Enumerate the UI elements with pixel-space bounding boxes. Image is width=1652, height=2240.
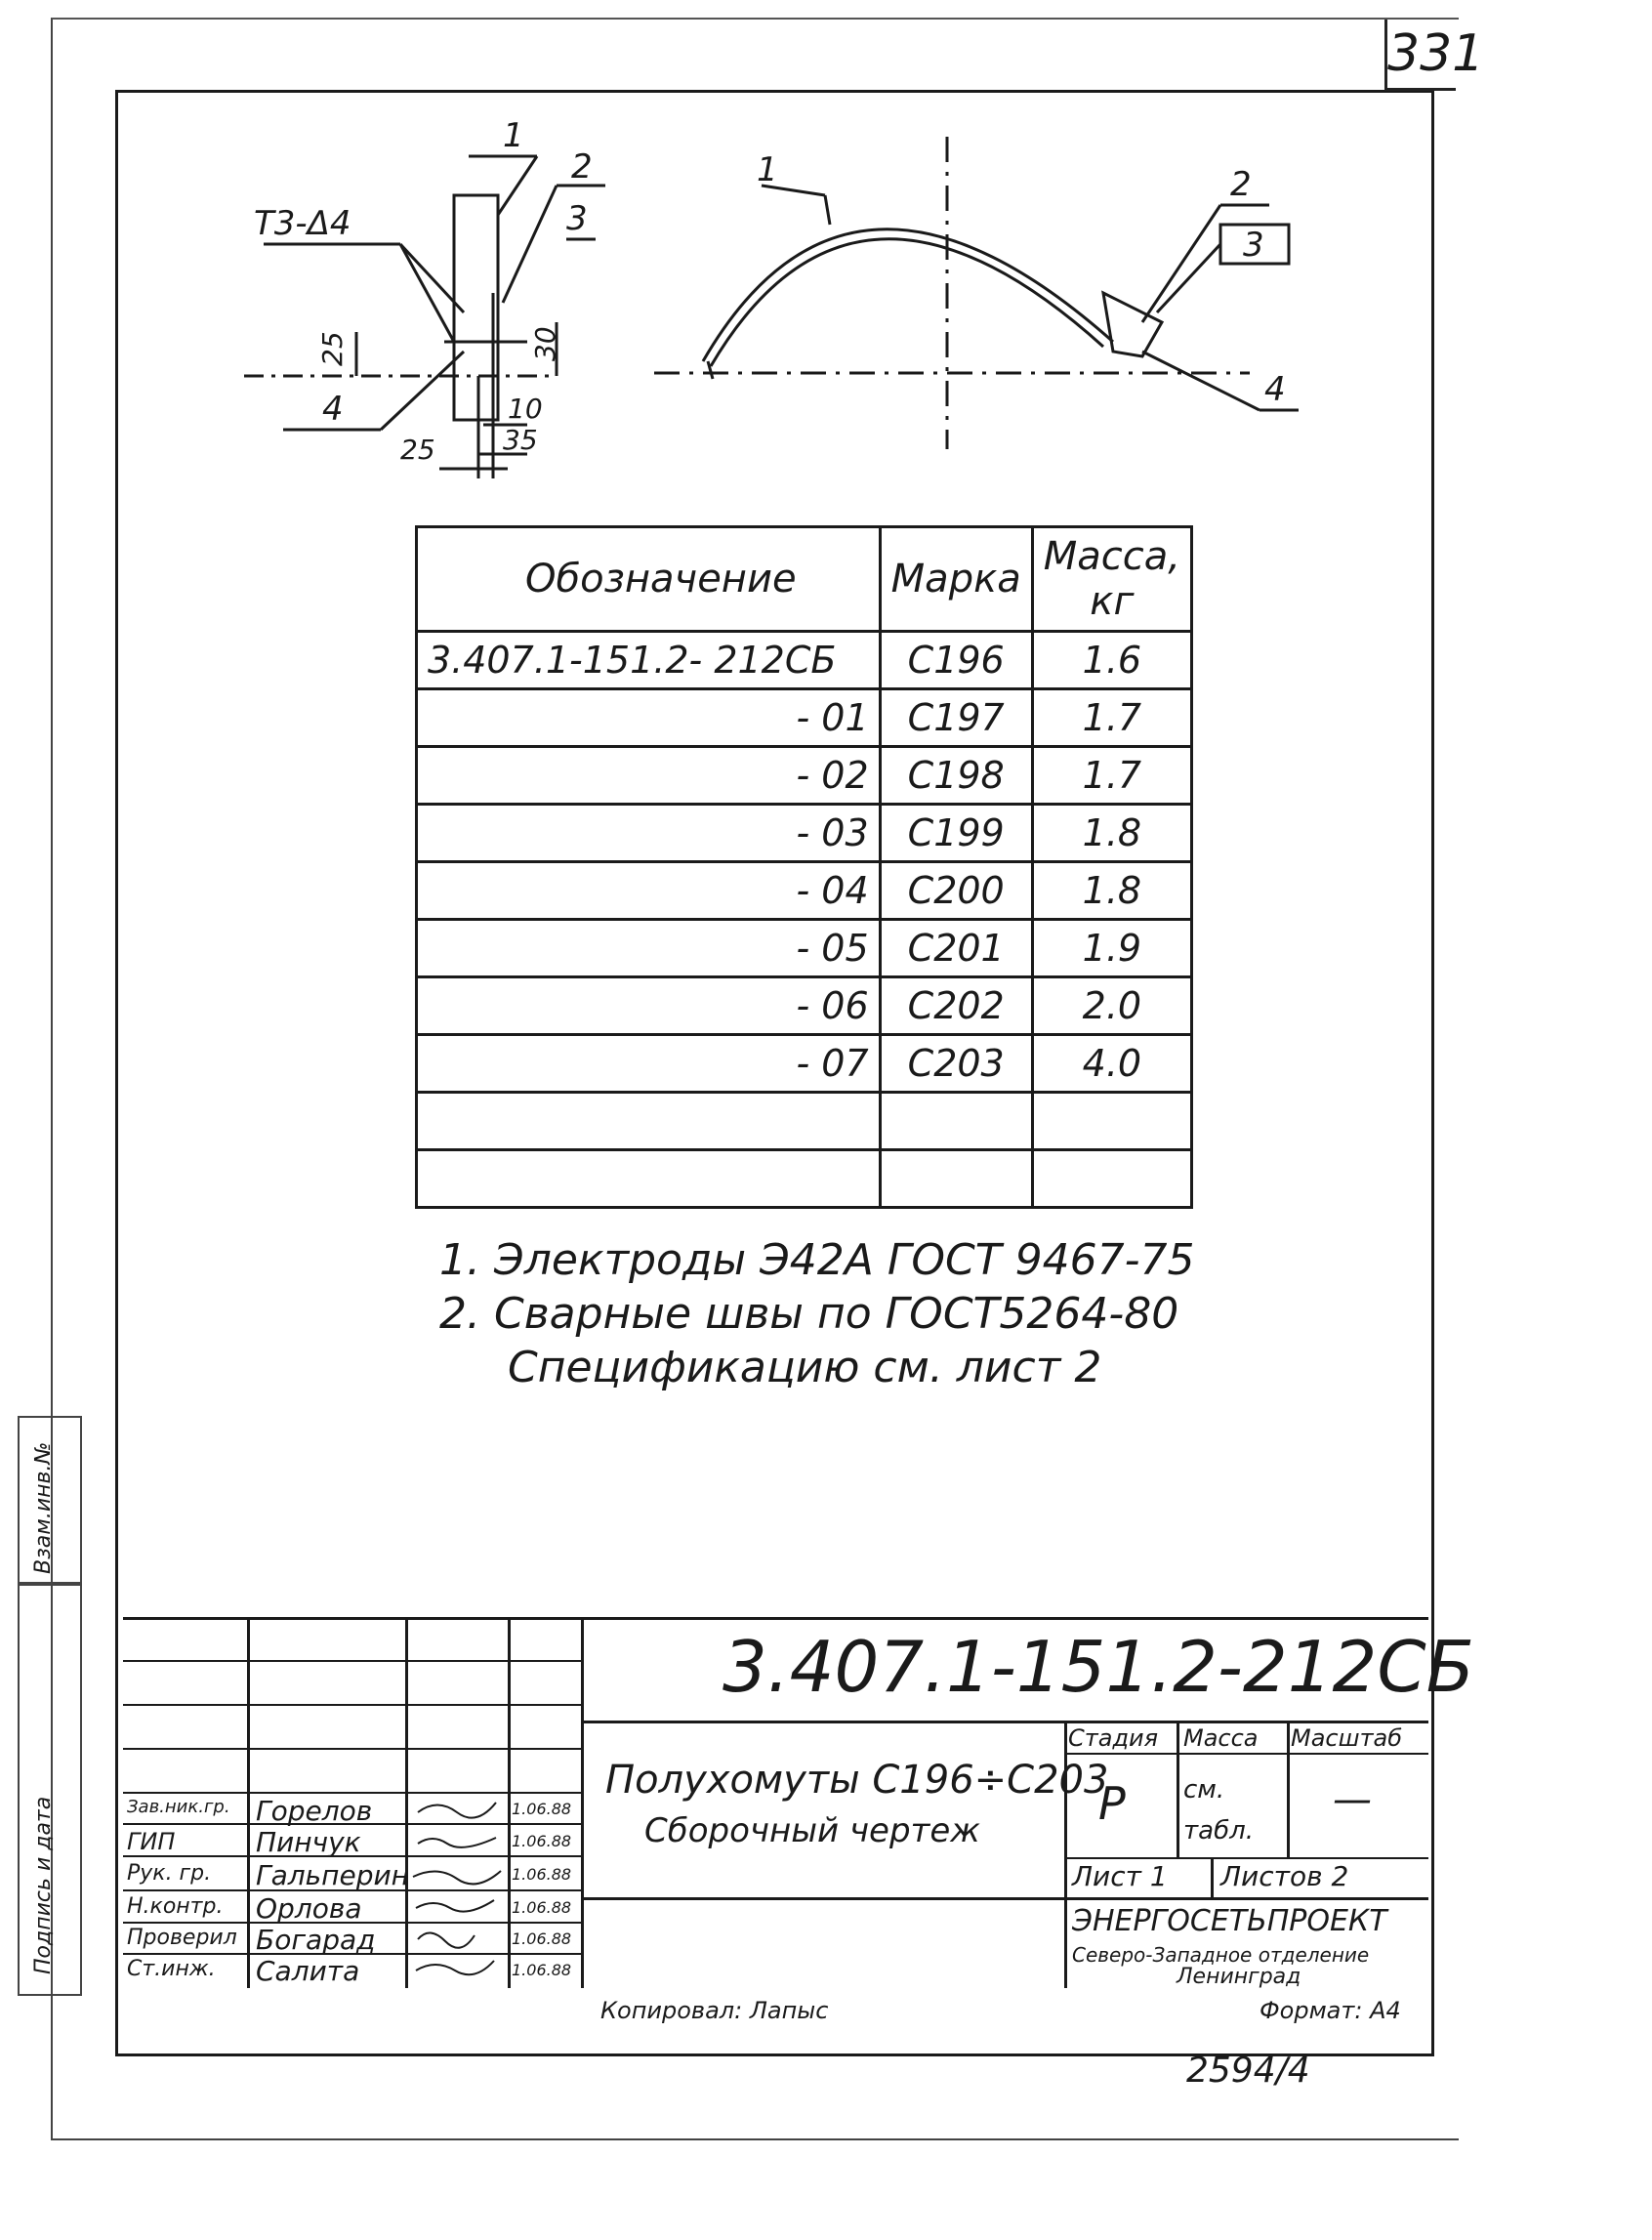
header-mark: Марка (880, 527, 1032, 632)
callout-1: 1 (503, 116, 524, 155)
scale-value: — (1333, 1777, 1372, 1822)
arch-callout-1: 1 (757, 150, 778, 189)
tb-row-line (123, 1748, 582, 1750)
org-name: ЭНЕРГОСЕТЬПРОЕКТ (1072, 1904, 1387, 1938)
dim-10: 10 (508, 393, 543, 425)
staff-role: Зав.ник.гр. (127, 1797, 230, 1817)
table-row (417, 920, 1192, 977)
specification-table (415, 525, 1193, 1209)
mass-value: см. табл. (1183, 1775, 1254, 1846)
staff-name: Орлова (256, 1892, 362, 1925)
staff-date: 1.06.88 (512, 1832, 572, 1850)
tb-divider (1177, 1721, 1179, 1857)
table-row (417, 689, 1192, 747)
staff-date: 1.06.88 (512, 1961, 572, 1979)
callout-4: 4 (322, 390, 344, 429)
cell-mark: С202 (880, 977, 1032, 1035)
stage-value: Р (1098, 1777, 1126, 1830)
cell-mark: С197 (880, 689, 1032, 747)
staff-name: Горелов (256, 1795, 373, 1827)
table-row (417, 632, 1192, 689)
format-label: Формат: А4 (1260, 1997, 1401, 2024)
staff-name: Гальперин (256, 1859, 409, 1891)
note-2: 2. Сварные швы по ГОСТ5264-80 (439, 1289, 1179, 1339)
cell-designation: - 01 (417, 689, 881, 747)
table-row (417, 1035, 1192, 1093)
org-city: Ленинград (1177, 1965, 1301, 1989)
tb-name-line (581, 1897, 1428, 1900)
dim-25-vertical: 25 (316, 331, 349, 366)
tb-divider (581, 1617, 584, 1988)
cell-mass: 1.7 (1032, 689, 1191, 747)
cell-mark: С199 (880, 805, 1032, 862)
staff-role: ГИП (127, 1828, 176, 1855)
table-row (417, 977, 1192, 1035)
cell-designation: - 06 (417, 977, 881, 1035)
tb-divider (508, 1617, 511, 1988)
note-1: 1. Электроды Э42А ГОСТ 9467-75 (439, 1235, 1195, 1285)
staff-role: Проверил (127, 1926, 237, 1950)
cell-mass: 4.0 (1032, 1035, 1191, 1093)
table-row (417, 1150, 1192, 1208)
cell-designation (417, 1093, 881, 1150)
cell-mark: С201 (880, 920, 1032, 977)
staff-role: Рук. гр. (127, 1861, 212, 1886)
arch-callout-3: 3 (1243, 226, 1264, 265)
staff-name: Салита (256, 1955, 360, 1987)
staff-name: Богарад (256, 1924, 376, 1956)
tb-row-line (1064, 1857, 1428, 1859)
cell-mark: С200 (880, 862, 1032, 920)
cell-mass: 1.8 (1032, 862, 1191, 920)
cell-mass: 1.8 (1032, 805, 1191, 862)
cell-mark (880, 1150, 1032, 1208)
mass-label: Масса (1183, 1724, 1259, 1752)
cell-mass: 1.9 (1032, 920, 1191, 977)
cell-designation: 3.407.1-151.2- 212СБ (417, 632, 881, 689)
header-designation: Обозначение (417, 527, 881, 632)
cell-mark: С196 (880, 632, 1032, 689)
dim-30: 30 (529, 326, 561, 361)
table-row (417, 1093, 1192, 1150)
side-strip-inv (18, 1416, 82, 1586)
table-header-row (417, 527, 1192, 632)
page-number: 331 (1384, 20, 1456, 91)
cell-designation: - 07 (417, 1035, 881, 1093)
table-row (417, 862, 1192, 920)
copied-by: Копировал: Лапыс (600, 1997, 829, 2024)
dim-35: 35 (503, 424, 538, 456)
cell-designation: - 03 (417, 805, 881, 862)
cell-mark: С198 (880, 747, 1032, 805)
cell-mass (1032, 1093, 1191, 1150)
cell-designation: - 02 (417, 747, 881, 805)
tb-row-line (123, 1660, 582, 1662)
arch-callout-2: 2 (1230, 165, 1252, 204)
doc-name-1: Полухомуты С196÷С203 (605, 1758, 1109, 1803)
side-strip-sign (18, 1582, 82, 1996)
arch-callout-4: 4 (1264, 370, 1286, 409)
tb-divider (1211, 1857, 1214, 1898)
staff-date: 1.06.88 (512, 1929, 572, 1948)
staff-date: 1.06.88 (512, 1800, 572, 1818)
callout-2: 2 (571, 147, 593, 187)
arch-view-drawing (654, 127, 1308, 469)
org-branch: Северо-Западное отделение (1072, 1943, 1370, 1967)
sheets-total: Листов 2 (1220, 1860, 1349, 1892)
tb-divider (247, 1617, 250, 1988)
callout-3: 3 (566, 199, 588, 238)
note-3: Спецификацию см. лист 2 (508, 1343, 1102, 1392)
table-row (417, 747, 1192, 805)
tb-code-line (581, 1721, 1428, 1723)
cell-designation: - 05 (417, 920, 881, 977)
stage-label: Стадия (1068, 1724, 1159, 1752)
tb-row-line (123, 1792, 582, 1794)
staff-date: 1.06.88 (512, 1865, 572, 1884)
side-label-sign: Подпись и дата (31, 1796, 56, 1974)
staff-role: Н.контр. (127, 1894, 224, 1919)
tb-divider (1287, 1721, 1290, 1857)
cell-mass: 1.6 (1032, 632, 1191, 689)
cell-designation (417, 1150, 881, 1208)
sheet-number: Лист 1 (1072, 1860, 1168, 1892)
header-mass: Масса, кг (1032, 527, 1191, 632)
scale-label: Масштаб (1291, 1724, 1403, 1752)
table-row (417, 805, 1192, 862)
doc-code: 3.407.1-151.2-212СБ (723, 1626, 1474, 1708)
cell-mass: 1.7 (1032, 747, 1191, 805)
cell-mark (880, 1093, 1032, 1150)
detail-section-drawing (244, 107, 654, 488)
staff-name: Пинчук (256, 1826, 361, 1858)
tb-row-line (1064, 1753, 1428, 1755)
archive-number: 2594/4 (1186, 2051, 1310, 2091)
tb-row-line (123, 1704, 582, 1706)
doc-name-2: Сборочный чертеж (644, 1811, 980, 1850)
cell-mark: С203 (880, 1035, 1032, 1093)
signature-marks (408, 1793, 506, 1988)
staff-role: Ст.инж. (127, 1957, 216, 1981)
side-label-inv: Взам.инв.№ (31, 1441, 56, 1574)
dim-25-bottom: 25 (400, 434, 435, 466)
cell-mass: 2.0 (1032, 977, 1191, 1035)
staff-date: 1.06.88 (512, 1898, 572, 1917)
weld-label: Т3-Δ4 (254, 204, 351, 243)
cell-mass (1032, 1150, 1191, 1208)
cell-designation: - 04 (417, 862, 881, 920)
